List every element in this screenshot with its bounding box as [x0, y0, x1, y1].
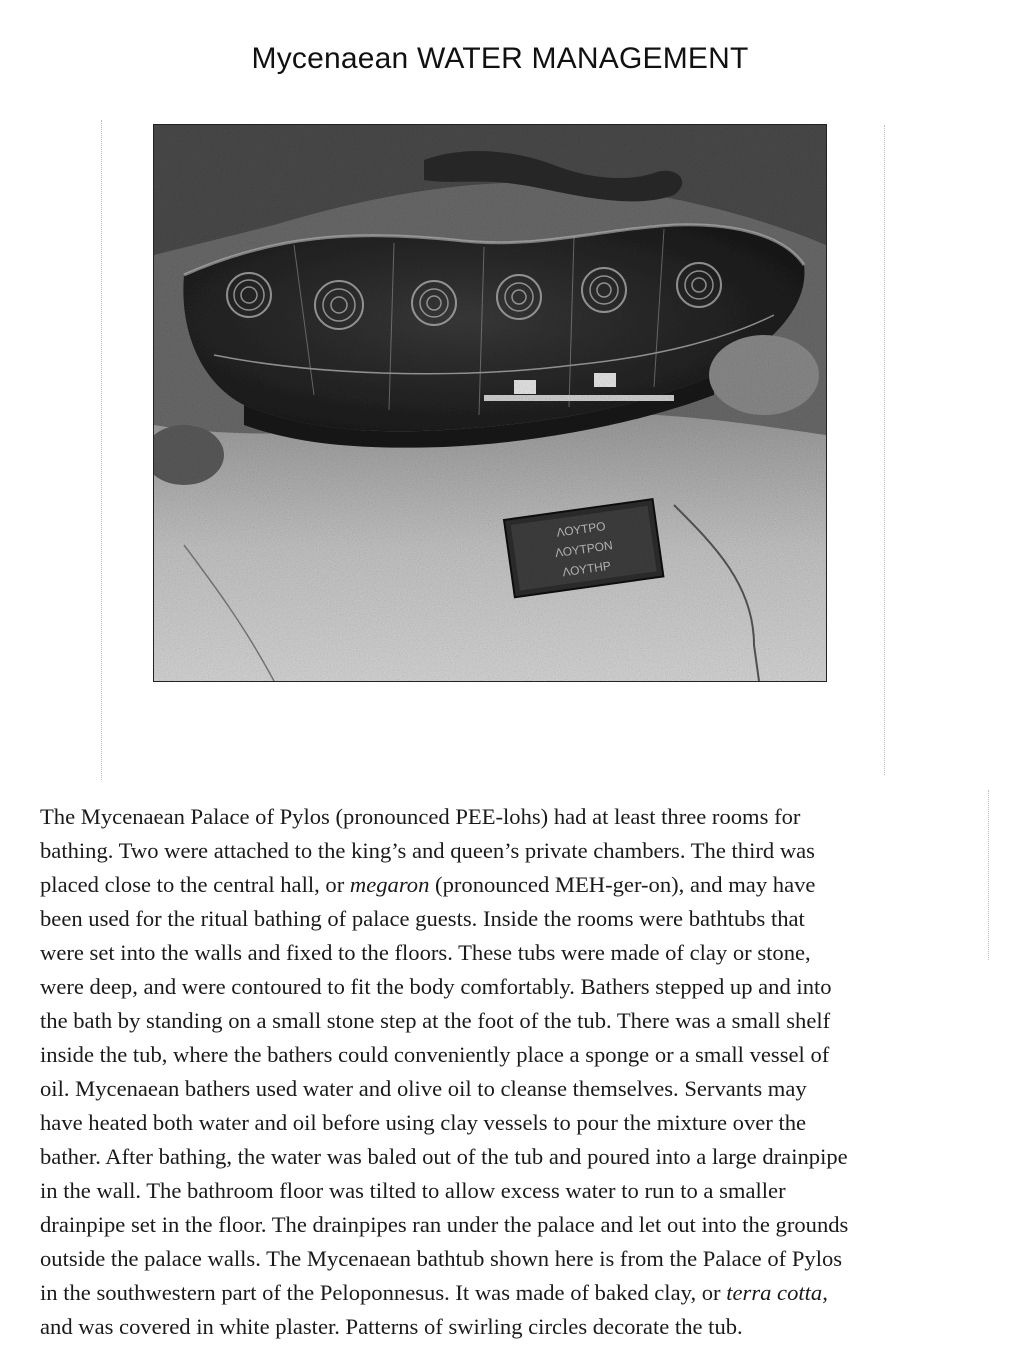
paragraph-line: The Mycenaean Palace of Pylos (pronounced PEE-lohs) had at least three rooms for [40, 804, 801, 829]
scan-artifact-line [101, 120, 102, 780]
paragraph-line: have heated both water and oil before using clay vessels to pour the mixture over the [40, 1110, 807, 1135]
paragraph-line: outside the palace walls. The Mycenaean bathtub shown here is from the Palace of Pylos [40, 1246, 843, 1271]
paragraph-line: bathing. Two were attached to the king’s and queen’s private chambers. The third was [40, 838, 815, 863]
italic-term: terra cotta, [726, 1280, 828, 1305]
paragraph-line: been used for the ritual bathing of palace guests. Inside the rooms were bathtubs that [40, 906, 805, 931]
plaque-text: ΛΟΥΤΡΟΝ [554, 538, 614, 561]
page-title: Mycenaean WATER MANAGEMENT [251, 42, 749, 75]
paragraph-line: the bath by standing on a small stone step at the foot of the tub. There was a small shelf [40, 1008, 831, 1033]
bathtub-photo [153, 124, 827, 682]
plaque-text: ΛΟΥΤΗΡ [561, 558, 612, 580]
italic-term: megaron [349, 872, 430, 897]
paragraph-line: and was covered in white plaster. Patterns of swirling circles decorate the tub. [40, 1314, 743, 1339]
paragraph-line: bather. After bathing, the water was baled out of the tub and poured into a large drainpipe [40, 1144, 848, 1169]
paragraph-line: were set into the walls and fixed to the floors. These tubs were made of clay or stone, [40, 940, 811, 965]
paragraph-line: drainpipe set in the floor. The drainpipes ran under the palace and let out into the grounds [40, 1212, 849, 1237]
paragraph-line: oil. Mycenaean bathers used water and olive oil to cleanse themselves. Servants may [40, 1076, 807, 1101]
paragraph-line: in the wall. The bathroom floor was tilted to allow excess water to run to a smaller [40, 1178, 786, 1203]
scan-artifact-line [884, 125, 885, 775]
body-paragraph [40, 800, 1000, 1344]
paragraph-line: were deep, and were contoured to fit the body comfortably. Bathers stepped up and into [40, 974, 832, 999]
paragraph-line: in the southwestern part of the Peloponnesus. It was made of baked clay, or terra cotta, [40, 1280, 828, 1305]
paragraph-line: placed close to the central hall, or megaron (pronounced MEH-ger-on), and may have [40, 872, 816, 897]
paragraph-line: inside the tub, where the bathers could conveniently place a sponge or a small vessel of [40, 1042, 830, 1067]
plaque-text: ΛΟΥΤΡΟ [555, 518, 607, 540]
